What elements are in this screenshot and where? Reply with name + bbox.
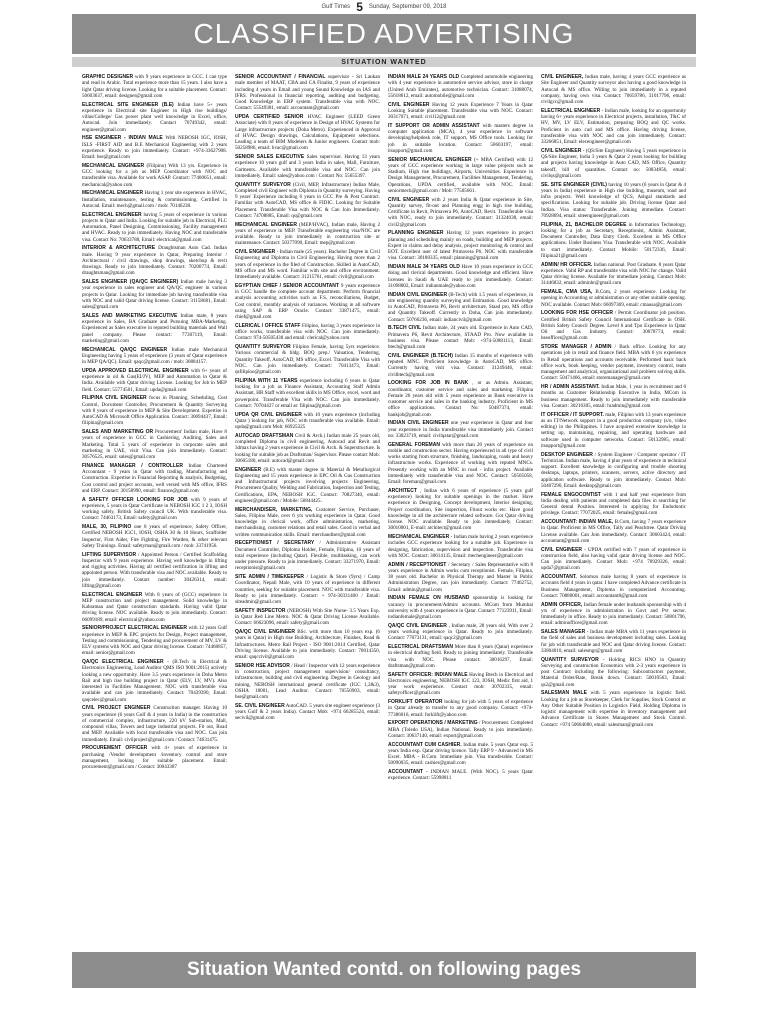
ad-title: AUTOCAD DRAFTSMAN [235,432,294,439]
ad-title: FORKLIFT OPERATOR [388,699,443,705]
classified-ad [541,182,686,220]
ad-body: , or as Admin. Assistant, coordinator, customer service and sales and marketing. Filipina Female 26 years old with 5 years experience as Bank executive in customer service and sales in the banking industry. Proficient in MS office applications. Contact No: 50487374, email: bankjob@gmail.com [388,380,533,418]
ad-body: male, Filipino with 13 years experience as an IT/Network support in a good production company (s/o, video editing) in the Philippines. I have acquired extensive knowledge in setting up, maintaining, repairing, and operating hardware and software used in computer networks. Contact: 50132985, email: itsupport@gmail.com [541,411,686,449]
ad-body: Having Btech in Electrical and Electronics engineering, NEBOSH IGC 123, IOSH, Medic first aid, 1 year work experience. Contact mob: 30702335, email: safetyofficer@gmail.com [388,671,533,697]
classified-ad [541,222,686,260]
ad-body: With NEBOSH IGC, IOSH, ISLS -FIRST AID and B.E Mechanical Engineering with 2 years experience. Ready to join immediately. Contact: +974-33627908. Email: hse@gmail.com [82,135,227,160]
ad-body: Customer Service, Purchaser, Sales, Filipino Male, over 6 yrs working experience in Qatar. Good knowledge in clerical work, office administration, marketing, merchandising, customer relations and retail sales. Good in verbal and written communication skills. Email: merchandiser@gmail.com [235,506,380,538]
ad-body: AutoCAD. 5 years site engineer experience (3 years Gulf & 2 years India). Contact Mob: +974 66285524, email: secivil@gmail.com [235,702,380,722]
ad-body: / Secretary / Sales Representative with 8 years experience in Admin works cum receptionist. Female, Filipina, 38 years old. Bachelor in Physical Therapy and Master in Public Administration Degree, can join immediately. Contact: 77462752, Email: admin@gmail.com [388,561,533,593]
ad-body: Filipino, having 3 years experience in office works, transferable visa with NOC. Can join immediately. Contact: 974-50505438 and email: clerical@yahoo.com [235,322,380,342]
ad-title: MERCHANDISER, MARKETING, [235,506,313,513]
ad-body: , Indian with 6 years of experience (5 years gulf experience) looking for suitable openings in the market. Have experience in Designing, Concept development, Interior designing, Project coordination, Site inspection, Fitout works etc. Have good knowledge in all the architecture related software. Got Qatar driving license. NOC available. Ready to join immediately. Contact: 30010001, E-mail: architect@gmail.com [388,487,533,532]
ad-title: A SAFETY OFFICER LOOKING FOR JOB [82,496,188,503]
ad-title: SENIOR MECHANICAL ENGINEER [388,156,472,163]
ad-title: UPDA APPROVED ELECTRICAL ENGINEER [82,367,189,374]
classified-ad [388,197,533,228]
ad-title: CIVIL ENGINEER (B.TECH) [388,352,453,359]
ad-body: Having 12 years experience in project planning and scheduling mainly on roads, building and MEP projects. Expert in claims and delay analysis, project monitoring & control and EOT. Excellent user of latest Primavera P6. NOC with transferable visa. Contact: 30180335, email: planning@gmail.com [388,230,533,262]
ad-title: SALES MANAGER [541,629,586,635]
ad-title: B.TECH CIVIL [388,325,422,332]
ad-body: - Indian male MBA with 11 years experience in the field of sales and business development including sales. Looking for job with transferable and NOC and Qatar driving license. Contact: 33804010, email: salesmgr@gmail.com [541,629,686,654]
ad-body: / Logistic & Store (9yrs) / Camp Coordinator, Nepali Male, with 10 years of experience in different countries, seeking for suitable placement. NOC with transferable visa. Ready to join immediately. Contact: + 974-30331400 / Email: siteadmin@gmail.com [235,574,380,605]
ad-title: SAFETY OFFICER: INDIAN MALE [388,671,468,678]
column-1 [82,74,227,944]
ad-title: LOOKING FOR JOB IN BANK [388,380,469,387]
classified-ad [82,625,227,656]
classified-ad [82,102,227,133]
ad-title: SALES AND MARKETING OR [82,429,154,435]
classified-ad [541,690,686,728]
ad-title: QUANTITY SURVEYOR [541,656,599,663]
classified-ad [388,769,533,782]
classified-ad [388,442,533,486]
ad-body: Completed automobile engineering with 4 year experience in automotive service advisor, store in charge (United Arab Emirates), automotive technician. Contact: 31088074, 55618612, email: automobile@gmail.com [388,74,533,99]
ad-body: Indian male. 5 years Qatar exp. 5 years India exp. Qatar driving licence. Tally ERP 9 - Advanced in MS Excel. MBA - B.Com. Immediate join. Visa transferable. Contact: 50090035, email: cashier@gmail.com [388,741,533,767]
ad-body: experience including 6 years in Qatar looking for a job as Finance Assistant, Accounting Staff Admin Assistant, HR Staff with excellent skills in MS Office, excel, word and powerpoint. Transferable Visa with NOC. Can join immediately. Contact: 70704427 or email at: filipina@gmail.com [235,377,380,409]
ad-title: ACCOUNTANT: INDIAN MALE, [541,519,614,525]
ad-title: QA/QC ELECTRICAL ENGINEER [82,659,164,665]
ad-body: Filipino Female, having 5yrs experience. Various commercial & bldg. BOQ prep./ Valuation, Tendering, Quantity Takeoff, AutoCAD, MS office, Excel. Transferable Visa with NOC. Can join immediately. Contact: 70413473, Email: qsfilipino@gmail.com [235,344,380,375]
ad-title: RECEPTIONIST / SECRETARY [235,540,315,547]
classified-ad [82,313,227,344]
ad-body: , Indian male, 28 years old, With over 2 years working experience in Qatar. Ready to join immediately. Contact: 77073131, email: qaqc2@gmail.com [388,622,533,642]
classified-ad [82,745,227,770]
classified-ad [82,135,227,160]
section-band [72,57,696,67]
ad-title: SENIOR HSE ADVISOR [235,662,290,669]
ad-body: focus in Planning, Scheduling, Cost Control, Document Controller, Procurement & Quantity Surveying with 8 years of experience in MEP & Site Development. Expertise in AutoCAD & Microsoft Office Application. Contact: 30694437, Email: filipina@gmail.com [82,395,227,427]
ad-title: SALESMAN MALE [541,690,587,697]
ad-title: FILIPINA CIVIL ENGINEER [82,395,147,402]
ad-body: Having 12 years Experience 7 Years in Qatar Looking Suitable placement. Transferable visa with NOC. Contact: 30317071, email: civil12@gmail.com [388,101,533,120]
ad-body: - (B.Tech in Electrical & Electronics Engineering, Lead Auditor QMS ISO 9001:2015) actively looking a new opportunity. Have 3.5 years experience in Doha Metro Rail and high rise building project in Qatar (ELV, LV, MV). Also interested in Facilities Management. NOC with transferable visa available and can join immediately. Contact: 70439390, Email: qaqcelec@gmail.com [82,659,227,703]
ad-title: INDIAN FEMALE ON HUSBAND [388,595,470,602]
classified-ad [235,344,380,375]
ad-body: in Information Technology, looking for a job as Secretary, Receptionist, Admin Assistant, Document Controller, Data Entry Clerk. Excellent in MS Office applications. Under Business Visa. Transferable with NOC. Available to start immediately. Contact Mobile: 50172336, Email: filipina21@gmail.com [541,221,686,259]
masthead-banner [72,14,696,54]
ad-title: UPDA QR CIVIL ENGINEER [235,411,302,418]
ad-title: SE. CIVIL ENGINEER [235,702,285,709]
ad-body: one year experience in Qatar and four year experience in India transferable visa immediately join. Contact no: 33823719, email: civilqatar@gmail.com [388,420,533,439]
classified-ad [235,154,380,179]
classified-ad [388,102,533,121]
ad-body: with 9 years experience in GCC. I can type and read in Arabic. Total experience more than 15 years. I also have a light Qatar driving license. Looking for a suitable placement. Contact: 50603637, email: designer@gmail.com [82,74,227,99]
footer-text: Situation Wanted contd. on following pages [186,959,582,980]
ad-body: HVAC Engineer (LEED Green Associate) with 8 years of experience in Design of HVAC Systems for Large infrastructure projects (Doha Metro). Experienced in Approval of HVAC Design drawings, Calculations, Equipment selections. Leading a team of BIM Modelers & Junior engineers. Contact mob: 50258986, email: hvac@gmail.com [235,114,380,152]
ad-title: MALE, 30, FILIPINO [82,524,132,530]
classified-ad [541,602,686,627]
ad-title: QUANTITY SURVEYOR [235,344,291,350]
ad-title: ELECTRICAL SITE ENGINEER (B.E) [82,101,174,108]
ad-body: / Administrative Assistant Document Controller, Diploma Holder, Female, Filipina, 10 years of total experience (including Qatar). Flexible, multitasking, can work under pressure. Ready to join immediately. Contact: 33271970, Email: receptionist@gmail.com [235,540,380,572]
classified-ad [388,353,533,378]
classified-ad [82,74,227,99]
classified-ad [541,629,686,654]
column-2 [235,74,380,944]
classified-ad [235,574,380,605]
ad-title: ELECTRICAL ENGINEER [541,107,601,114]
ad-body: / Procurement. Completed MBA (Toledo USA), Indian National. Ready to join immediately. Contact: 30637140, email: export@gmail.com [388,720,533,739]
ad-title: DESKTOP ENGINEER [541,451,593,458]
classified-ad [388,123,533,154]
ad-body: with 12 years Gulf experience in MEP & EPC projects for Design, Project management, Testing and commissioning, Tendering and procurement of MV, LV & ELV systems with NOC and Qatar driving license. Contact: 74468857, email: senior@gmail.com [82,625,227,657]
classified-ad [82,429,227,460]
classified-ad [541,547,686,572]
ad-title: SENIOR/PROJECT ELECTRICAL ENGINEER [82,625,187,632]
ad-title: EGYPTIAN CHIEF / SENIOR ACCOUNTANT [235,282,339,289]
footer-banner [72,952,696,988]
ad-title: MECHANICAL ENGINEER [235,221,297,228]
classified-ad [235,182,380,220]
ad-body: - Holding RICS HNO in Quantity Surveying and construction Economics with 2-3 years experience in post Contract including the following: Subcontractors payment, Material Order/Rate, Break down. Contact: 50010563, Email: qs2@gmail.com [541,656,686,688]
ad-body: Indian Chartered Accountant - 9 years in Qatar with trading, Manufacturing and Construction. Expertise in Financial Reporting & analysis, Budgeting, Cost control and project accounts, well versed with MS office, IFRS and ERP. Contact: 30158990, email: finance@gmail.com [82,462,227,494]
classified-ad [388,157,533,195]
ad-body: - Indian male having 2 years experience includes GCC experience looking for a suitable job. Experience in designing, fabrication, supervision and inspection. Transferable visa with NOC. Contact: 30614135, Email: mechengineer@gmail.com [388,534,533,559]
ad-body: / System Engineer / Computer operator / IT Technician. Indian male, having 4 plus years of experience in technical support. Excellent knowledge in configuring and trouble shooting desktops, laptops, printers, scanners, servers, active directory and application software. Ready to join immediately. Contact Mob: 50407290, Email: desktop@gmail.com [541,451,686,489]
classified-ad [82,163,227,188]
classified-ad [388,420,533,439]
ad-body: / Back office. Looking for any operations job in retail and finance field. MBA with 6 yrs experience in Retail operations and accounts receivable. Performed basic back office work, book keeping, vendor payment, inventory control, team management and analytical, organizational and problem solving skills. Contact: 50471466, email: storemanager@gmail.com [541,344,686,382]
ad-title: MECHANICAL ENGINEER [82,162,145,169]
classified-ad [235,283,380,321]
ad-body: Indian male, 8 years experience in Sales, BA Graduate and Pursuing MBA-Marketing. Experienced as Sales executive in reputed building materials and Wall panel company. Please contact: 77307119, Email: marketing@gmail.com [82,312,227,344]
classified-ad [541,412,686,450]
classified-ad [235,507,380,538]
ad-body: - INDIAN MALE. (With NOC). 5 years Qatar experience. Contact: 55998811 [388,769,533,782]
ad-body: with 5 years experience in logistic field. Looking for a job as Storekeeper, Clerk for Supplies, Stock Control or Any Other Suitable Position in Logistics Field. Holding Diploma in logistic management with expertise in inventory management and Advance Certificate in Stores Management and Stock Control. Contact: +974 50684680, email: salesman@gmail.com [541,690,686,728]
classified-ad [541,519,686,544]
ad-body: Indian Male, 1 year in recruitment and 6 months as Customer Relationship Executive in India, MCom in business management. Ready to join immediately with transferable visa. Contact: 30216305, email: hradmin@gmail.com [541,384,686,409]
ad-body: with 1 and half year experience from India dealing with patients and completed data files in searching for General dental Position. Interested in applying for Endodontic privilege. Contact: 77072025, email: female@gmail.com [541,491,686,517]
ad-body: Procurement' Indian male, Have 8 years of experience in GCC in Cashiering, Auditing, Sales and Marketing. Total 5 years of experience in corporate sales and marketing in UAE, visit Visa. Can join immediately. Contact: 30576525, email: sales@gmail.com [82,429,227,460]
ad-title: SAFETY INSPECTOR [235,607,286,614]
ad-body: (+ MBA Certified) with 12 years of GCC experience working in large value projects such as Stadium, High rise buildings, Airports, Universities. Experience in Design Management, Procurement, Facilities Management, Tendering, Operations, UPDA certified, available with NOC. Email: seniormech@gmail.com / Mob: 77505661. [388,156,533,194]
ad-title: ELECTRICAL DRAFTSMAN [388,644,454,650]
ad-title: FILIPINA WITH 11 YEARS [235,377,298,384]
column-4 [541,74,686,944]
ad-body: B.Com, having 7 years experience in Qatar. Proficient in MS Office, Tally and Peachtree. Qatar Driving License available. Can Join immediately. Contact: 30603424, email: accountant@gmail.com [541,519,686,544]
classified-ad [541,452,686,490]
ad-body: Civil & Arch.) Indian male 25 years old, completed Diploma in civil engineering, Autocad and Revit and 3dmax having 2 years experience in Civil & Arch. & Superstructure. Is looking for suitable job as Draftsman/ Supervisor. Please contact Mob: 30605180, email: autocad@gmail.com [235,432,380,464]
ad-body: Solomon male having 8 years of experience in accounts field 4 years in qatar. I have completed Advance certificate in Business Management, Diploma in computerized Accounting. Contact: 70880001, email: accountant8@gmail.com [541,574,686,599]
classified-ad [388,534,533,559]
ad-body: - (QS/Site Engineer) Having 5 years experience in QS/Site Engineer, India 3 years & Qatar 2 years looking for building and projects having knowledge in Auto CAD, MS Office, Quantity takeoff, bill of quantities. Contact no: 50834856, email: civilqs@gmail.com [541,147,686,179]
ad-title: IT SUPPORT OR ADMIN ASSISTANT [388,122,480,129]
classified-columns [82,74,686,944]
classified-ad [82,705,227,743]
ad-title: QA/QC CIVIL ENGINEER [235,629,295,635]
ad-title: CIVIL ENGINEER [388,101,430,108]
classified-ad [82,552,227,590]
classified-ad [82,659,227,703]
classified-ad [82,245,227,276]
classified-ad [82,212,227,243]
ad-title: GENERAL FOREMAN [388,441,440,448]
classified-ad [235,467,380,505]
classified-ad [82,592,227,623]
classified-ad [388,292,533,323]
classified-ad [388,720,533,739]
ad-title: ACCOUNTANT. [541,574,577,580]
classified-ad [235,608,380,627]
ad-body: supervisor - Sri Lankan male member of MAAT, CBA and CA Finalist, 9 years of experience including 4 years in Email and young Sound Knowledge on IAS and IFRS. Professional in financial reporting, auditing and budgeting. Good Knowledge in ERP system. Transferable visa with NOC. Contact: 55549381, email: accountant@gmail.com [235,74,380,112]
ad-title: UPDA CERTIFIED SENIOR [235,114,304,120]
classified-ad [82,347,227,366]
ad-title: QA/QC CIVIL ENGINEER [388,622,447,629]
classified-ad [388,699,533,718]
classified-ad [541,657,686,688]
classified-ad [541,344,686,382]
classified-ad [82,190,227,209]
ad-body: / Head / Inspector with 12 years experience in construction, project management supervision/ consultancy, infrastructure, building and civil engineering. Degree in Geology and mining, NEBOSH international general certificate (IGC 1,2&3), OSHA 18001, Lead Auditor. Contact: 70550903, email: hse@gmail.com [235,662,380,700]
ad-title: LIFTING SUPERVISOR [82,551,137,558]
classified-ad [235,412,380,431]
ad-title: FINANCE MANAGER / CONTROLLER [82,462,183,469]
classified-ad [388,595,533,620]
ad-title: SITE ADMIN / TIMEKEEPER [235,574,305,580]
classified-ad [388,742,533,767]
ad-title: FEMALE, CMA USA, [541,289,593,295]
ad-body: (B.E) with master degree in Material & Metallurgical Engineering and 15 years experience in EPC Oil & Gas Construction and Infrastructural projects involving projects Engineering, Procurement Quality, Welding and Fabrication, Inspection and Testing, Certifications, EPA, NEBOSH IGC. Contact: 70827340, email: engineer@gmail.com / Mobile: 50844425. [235,466,380,504]
masthead-title: CLASSIFIED ADVERTISING [193,18,575,49]
ad-title: MECHANICAL ENGINEER [388,534,450,540]
classified-ad [235,703,380,722]
classified-ad [82,395,227,426]
classified-ad [235,114,380,152]
ad-body: BSc. with more than 10 years exp. (6 years in Qatar) in High rise Building, Architecture, Finishes, Road & Infrastructures. Metro Rail Project - ISO 9001:2014 Certified, Qatar Driving license. Available to join immediately. Contact: 70014350, email: qaqccivil@gmail.com [235,629,380,660]
ad-title: ELECTRICAL ENGINEER [82,211,142,218]
classified-ad [388,264,533,289]
ad-body: Indian male having 3 year experience in sales engineer and QA/QC engineer in various projects in Qatar. Looking for immediate job having transferable visa with NOC and valid Qatar driving license. Contact: 31158681, Email: sales@gmail.com [82,279,227,310]
ad-body: with masters degree in computer application (MCA), 4 year experience in software developing/helpdesk role, IT support, MS Office tools. Looking for job in suitable location. Contact: 50603197, email: itsupport@gmail.com [388,122,533,154]
ad-body: with 6+ years of experience in oil & Gas(EI/JV), MEP and Automation in Qatar & India. Available with Qatar driving License. Looking for Job in MEP field. Contact: 55774501, Email: upda@gmail.com [82,367,227,393]
ad-body: having 5 years of experience in various projects in Qatar and India. Looking for suitable job in Electrical, PLC Automation, Panel Designing, Commissioning, Facility management and HVAC. Ready to join immediately. Having NOC and transferable visa. Contact No: 70633788, Email: electrical@gmail.com [82,211,227,243]
classified-ad [82,497,227,522]
classified-ad [388,623,533,642]
classified-ad [388,672,533,697]
classified-ad [388,488,533,532]
classified-ad [235,222,380,247]
ad-body: - Indian male, looking for an opportunity having 6+ years experience in Electrical projects, installation, T&C of HV, MV, LV ELV, Estimation, preparing BOQ and QC works. Proficient in auto cad and MS office. Having driving license, transferable visa with NOC and can join immediately. Contact: 33266851, Email: elecengineer@gmail.com [541,107,686,145]
classified-ad [541,289,686,308]
ad-title: INDIAN MALE 24 YEARS OLD [388,74,460,80]
ad-title: CIVIL PROJECT ENGINEER [82,705,151,712]
ad-title: INTERIOR & ARCHITECTURE [82,245,156,252]
ad-title: CIVIL ENGINEER [235,249,276,255]
ad-body: (NEBOSH) With Site Nurse- 3.5 Years Exp. in Qatar Red Line Metro. NOC & Qatar Driving License Available. Contact: 66623096, email: safety@gmail.com [235,607,380,627]
ad-title: LOOKING FOR HSE OFFICER [541,310,613,317]
ad-body: one 8 years of experience, Safety Officer, Certified NEBOSH IGC1, IOSH, OSHA 30 & 10 Hours, Scaffolder Inspector, First Aider, Fire Fighting, Fire Warden, & other relevant Safety Trainings. Email: safetyman@gmail.com / mob: 33741956. [82,524,227,549]
ad-title: ACCOUNTANT [388,769,423,775]
ad-title: PLANNING ENGINEER [388,230,444,237]
ad-title: ADMIN/ HR OFFICER. [541,261,593,268]
ad-body: sponsorship is looking for vacancy in procurement/Admin/ accounts. MCom from Mumbai university with 4 years experience in Qatar. Contact: 77123911, Email: indianfemale@gmail.com [388,595,533,620]
classified-ad [541,384,686,409]
ad-body: Having 1 year site experience in HVAC, Installation, maintenance, testing & commissioning. Certified in Autocad. Email: mech@gmail.com / mob: 70146238. [82,190,227,209]
ad-body: Construction manager. Having 10 years experience (6 years Gulf & 4 years in India) in the construction of commercial complex, infrastructure, 220 kV Sub-station, Mall, compound villas, Towers and large industrial projects. Fit out, Road and MEP. Available with local transferable visa and NOC. Can join immediately. Email: civilproject@gmail.com / Contact: 74631475. [82,705,227,743]
ad-body: (Filipino) With 13 yrs. Experience in GCC looking for a job as MEP Coordinator with NOC and transferable visa. Available for work ASAP. Contact: 77400651, email: mechanical@yahoo.com [82,162,227,188]
ad-body: (MEP/HVAC), Indian male, Having 2 years of experience in MEP. Transferable engineering visa/NOC are available. Ready to join immediately in construction site or maintenance. Contact: 50377090, Email: mep@gmail.com [235,221,380,247]
ad-body: - UPDA certified with 7 years of experience in construction field, also having valid qatar driving license and NOC. Can join immediately. Contact Mob: +974 70929326, email: upda7@gmail.com [541,546,686,572]
classified-ad [388,325,533,350]
ad-body: B.Com, 2 years experience. Looking for opening in Accounting or administration or any other suitable opening. NOC available. Contact Mob: 66097369, email: cmausa@gmail.com [541,289,686,308]
classified-ad [541,108,686,146]
ad-title: ACCOUNTANT CUM CASHIER. [388,741,462,748]
ad-title: QUANTITY SURVEYOR [235,181,291,188]
classified-ad [541,262,686,287]
ad-body: (B-Tech) with 1.5 years of experience, in site engineering quantity surveying and Estimation. Good knowledge in AutoCAD, Primavera P6, Revit architecture, Staad pro, MS office and Quantity Takeoff. Currently in Doha, Can join immediately. Contact: 50766236, email: indiancivil@gmail.com [388,291,533,323]
ad-body: with 2 years India & Qatar experience in Site, Quantity survey, fit-out and Planning engg in high rise building, Certificate in Revit, Primavera P6, AutoCAD, Revit. Transferable visa with NOC, ready to join immediately. Contact: 31324038, email: civil2@gmail.com [388,196,533,228]
ad-title: IT OFFICER / IT SUPPORT. [541,411,604,418]
ad-title: INDIAN CIVIL ENGINEER [388,420,449,427]
ad-title: SE. SITE ENGINEER (CIVIL) [541,181,607,188]
ad-title: SENIOR ACCOUNTANT / FINANCIAL [235,74,326,80]
ad-title: INDIAN MALE 34 YEARS OLD [388,264,460,270]
classified-ad [388,380,533,418]
ad-title: CIVIL ENGINEER [388,196,430,203]
classified-ad [235,663,380,701]
classified-ad [541,310,686,341]
ad-title: STORE MANAGER / ADMIN [541,344,612,350]
classified-ad [235,74,380,112]
classified-ad [235,378,380,409]
ad-title: SENIOR SALES EXECUTIVE [235,154,305,160]
ad-body: looking for job with 5 years of experience in Qatar already to transfer to any good company. Contact: +974-77386016, email: forklift@yahoo.com [388,699,533,718]
ad-body: Indian male, 24 years old. Experience in Auto CAD, Primavera P6, Revit Architecture, STAAD Pro. Now available in business visa. Please contact Mob: +974-50881113, Email: btech@gmail.com [388,325,533,350]
ad-body: Indian female under husbands sponsorship with 4 yrs of experience in administration in Govt and Pvt sector. Immediately in office. Ready to join immediately. Contact: 50801796, email: adminofficer@gmail.com [541,601,686,627]
ad-body: More than 8 years (Qatar) experience in electrical drafting field. Ready to joining immediately. Transferable visa with NOC. Please contact: 30016297, Email: draftsman@gmail.com [388,644,533,669]
ad-body: Draughtsman Auto Cad. Indian male. Having 9 year experience in Qatar, Preparing Interior / Architectural / civil drawings, shop drawings, sketchup & revit drawings. Ready to join immediately. Contact: 70200774, Email: draughtsman@gmail.com [82,245,227,277]
classified-ad [82,524,227,549]
classified-ad [541,492,686,517]
classified-ad [235,433,380,464]
ad-title: MECHANICAL ENGINEER [82,190,144,197]
classified-ad [541,74,686,105]
ad-title: MECHANICAL QA/QC ENGINEER [82,346,168,353]
ad-title: CIVIL ENGINEER, [541,74,584,80]
ad-title: FILIPINA, 21, BACHELOR DEGREE [541,221,627,228]
ad-body: with 10 years experience (including Qatar ) looking for job, NOC with transferable visa available. Email: upda@gmail.com Mob: 66925325 [235,411,380,430]
ad-body: Indian male, having 4 years GCC experience as Site Engineer and Quantity surveyor also having a good knowledge in Autocad & MS office. Willing to join immediately in a reputed company, having own visa. Contact: 70659786, 31017796, email: civilgcc@gmail.com [541,74,686,105]
ad-title: ENGINEER [235,466,262,473]
classified-ad [235,540,380,571]
ad-body: 9 years experience in GCC handle the complete account department. Perform financial analysis accounting activities such as F.S, reconciliations, Budget, Cost control, monthly analysis of variances. Working in all software using SAP & ERP Oracle. Contact: 33871475, email: chief@gmail.com [235,282,380,320]
ad-body: / Permit Coordinator job position. Certified British Safety Council International Certificate in OSH. British Safety Council Degree. Level 6 and Tpo Experience in Qatar Oil and Gas Industry. Contact: 30078774, email: hseofficer@gmail.com [541,310,686,342]
ad-title: SALES ENGINEER (QA/QC ENGINEER) [82,279,179,285]
classified-ad [82,368,227,393]
page-header [0,0,768,14]
ad-body: with 4+ years of experience in purchasing /Vendor development /inventory control and store management, looking for suitable placement. Email: procurement@gmail.com / Contact: 30043387 [82,745,227,770]
classified-ad [235,629,380,660]
classified-ad [388,74,533,99]
ad-body: Sales supervisor. Having 13 years experience 10 years gulf and 3 years India in sales, Mall, Furniture, Garments. Available with transferable visa and NOC. Can join immediately. Email: sales@yahoo.com / Contact No: 55655397. [235,154,380,179]
classified-ad [388,644,533,669]
ad-body: with 9 years of experience, 5 years in Qatar Certificate in NEBOSH IGC 1 2 3, IOSH working safely, British Safety council UK. With transferable visa. Contact: 74463173, Email: safety@gmail.com [82,496,227,522]
classified-ad [82,463,227,494]
classified-ad [388,562,533,593]
ad-title: FEMALE ENGOCONTIST [541,491,601,498]
ad-title: ADMIN OFFICER, [541,601,583,608]
classified-ad [235,249,380,280]
ad-title: HR / ADMIN ASSISTANT. [541,384,600,390]
ad-title: SALES AND MARKETING EXECUTIVE [82,312,178,319]
ad-body: Indian male Mechanical Engineering having 5 years of experience (3 years of Qatar experience in MEP QA/QC). Email: qaqc@gmail.com / mob: 30884157. [82,346,227,365]
ad-title: ADMIN / RECEPTIONIST [388,561,447,568]
classified-ad [541,148,686,179]
ad-title: HSE ENGINEER - INDIAN MALE [82,135,163,142]
classified-ad [82,279,227,310]
ad-title: GRAPHIC DESIGNER [82,74,134,80]
ad-title: CIVIL ENGINEER [541,546,583,553]
ad-title: INDIAN CIVIL ENGINEER [388,291,448,298]
publication-name: Gulf Times [321,4,351,10]
ad-title: EXPORT OPERATIONS / MARKETING [388,720,478,727]
ad-body: With 8 years of (GCC) experience in MEP construction and project management. Solid knowledge in Kahramaa and Qatar construction standards. Having valid Qatar driving license. NOC available. Ready to join immediately. Contact: 66099189, email: electrical@yahoo.com [82,591,227,623]
ad-body: / Appointed Person / Certified Scaffolding Inspector with 9 years experience. Having well knowledge in lifting and rigging activities. Having all certified certification in lifting and appointed person. With transferable visa and NOC available. Ready to join immediately. Contact number: 30426314, email: lifting@gmail.com [82,551,227,589]
issue-date: Sunday, September 09, 2018 [368,4,447,10]
classified-ad [235,323,380,342]
ad-body: Indian 15 months of experience with reputed MNC. Proficient knowledge in AutoCAD, MS office. Currently having visit visa. Contact: 31249446, email: civilbtech@gmail.com [388,352,533,378]
ad-body: having 10 years (6 years in Qatar & 4 years in India) experience in High rise building, museum, road and infra projects. Well knowledge of QCS, Ashgal standards and specifications. Looking for suitable job. Driving license Qatar and Indian. Visa status: Transferable. Joining immediate. Contact: 70928694, email: siteengineer@gmail.com [541,181,686,219]
ad-title: ARCHITECT [388,487,417,494]
section-title: SITUATION WANTED [341,58,427,66]
ad-body: Indian have 5+ years experience in Electrical site Engineer in High rise buildings/ villas/College/ Gas power plant well knowledge in Excel, office, Autocad. Join immediately. Contact 70749342, email: engineer@gmail.com [82,101,227,133]
ad-title: ELECTRICAL ENGINEER [82,591,143,598]
ad-title: CLERICAL / OFFICE STAFF [235,322,301,329]
column-3 [388,74,533,944]
ad-title: PROCUREMENT OFFICER [82,745,148,752]
ad-title: CIVIL ENGINEER [541,147,582,154]
ad-body: Indian national. Post Graduate. 8 years Qatar experience. Valid RP and transferable visa with NOC for change. Valid Qatar driving license. Available for immediate joining. Contact Mob: 31446832, email: adminhr@gmail.com [541,261,686,287]
classified-ad [388,230,533,261]
classified-ad [541,574,686,599]
ad-body: (Civil, MEP, Infrastructure) Indian Male, Completed civil Engineer with Diploma in Quantity surveying. Having 9 years' Experience including 6 years in GCC Pre & Post Contract. Familiar with AutoCAD, MS office & FIDIC. Looking for Suitable Placement. Transferable Visa with NOC & Can Join Immediately. Contact: 74708885, Email: qs@gmail.com [235,181,380,219]
ad-body: Have 10 years experience in GCC doing and clerical departments. Good knowledge and efficient. Have licenses in Saudi & UAE ready to join immediately. Contact: 31098602, Email: indianmale@yahoo.com [388,264,533,289]
ad-body: - Indian male (25 years). Bachelor Degree in Civil Engineering and Diploma in Civil Engineering. Having more than 2 years of experience in the filed of Construction. Skilled in AutoCAD, MS office and MS word. Familiar with site and office environment. Immediately available. Contact: 31215761, email: civil@gmail.com [235,249,380,280]
page-number: 5 [356,0,363,14]
ad-body: with more than 20 years of experience on mobile and construction sector. Having experienced in all type of civil works starting from structure, finishing, landscaping, roads and heavy infrastructure works. Experience of working with reputed MNCs. Presently working with an MNC in road - infra project. Available immediately with transferable visa and NOC. Contact: 50505058, Email: foreman@gmail.com [388,441,533,485]
